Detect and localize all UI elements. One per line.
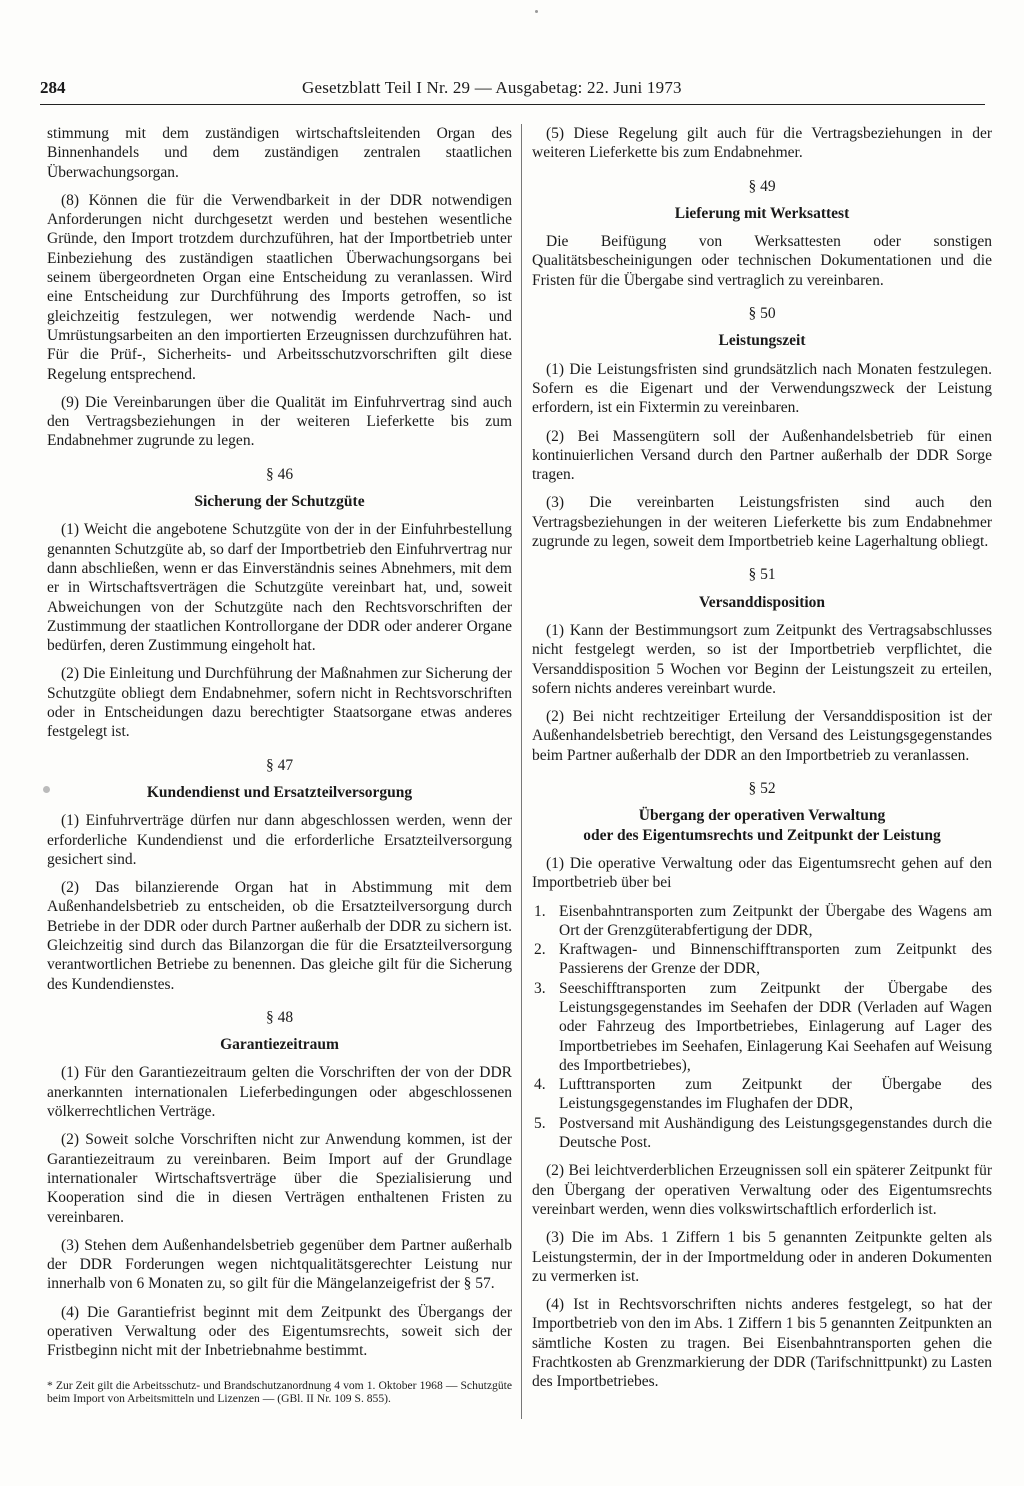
page-header [40, 78, 985, 105]
section-52-paragraph-1: (1) Die operative Verwaltung oder das Eigentumsrecht gehen auf den Importbetrieb über bei [532, 854, 992, 892]
section-48-number: § 48 [265, 1008, 294, 1026]
section-52-paragraph-2: (2) Bei leichtverderblichen Erzeugnissen soll ein späterer Zeitpunkt für den Übergang der operativen Verwaltung oder des Eigentumsrechts vereinbart werden, wenn dies volkswirtschaftlich erforderlich ist. [532, 1162, 992, 1218]
section-48-paragraph-1: (1) Für den Garantiezeitraum gelten die Vorschriften der von der DDR anerkannten internationalen Lieferbedingungen oder abgeschlossenen völkerrechtlichen Verträge. [47, 1064, 512, 1121]
section-52-title-line-1: Übergang der operativen Verwaltung [638, 807, 886, 825]
footnote: * Zur Zeit gilt die Arbeitsschutz- und Brandschutzanordnung 4 vom 1. Oktober 1968 — Schutzgüte beim Import von Arbeitsmitteln und Lizenzen — (GBl. II Nr. 109 S. 855). [47, 1378, 512, 1406]
list-item [532, 1075, 992, 1114]
section-52-paragraph-4: (4) Ist in Rechtsvorschriften nichts anderes festgelegt, so hat der Importbetrieb von den im Abs. 1 Ziffern 1 bis 5 genannten Zeitpunkten an sämtliche Kosten zu tragen. Bei Eisenbahntransporten gehen die Frachtkosten ab Grenzmarkierung der DDR (Tarifschnittpunkt) zu Lasten des Importbetriebes. [532, 1296, 992, 1391]
list-item-text: Seeschifftransporten zum Zeitpunkt der Übergabe des Leistungsgegenstandes im Seehafen der DDR (Verladen auf Wagen oder Fahrzeug des Importbetriebes, Einlagerung auf Lager des Importbetriebes im Seehafen, Einlagerung Kai Seehafen auf Weisung des Importbetriebes), [559, 979, 992, 1074]
section-46-title: Sicherung der Schutzgüte [194, 493, 365, 511]
section-48-paragraph-3: (3) Stehen dem Außenhandelsbetrieb gegenüber dem Partner außerhalb der DDR Forderungen wegen nichtqualitätsgerechter Leistung nur innerhalb von 6 Monaten zu, so gilt für die Mängelanzeigefrist der § 57. [47, 1236, 512, 1293]
list-item-number: 5. [534, 1114, 546, 1132]
list-item-text: Postversand mit Aushändigung des Leistungsgegenstandes durch die Deutsche Post. [559, 1114, 992, 1152]
paragraph-continued: stimmung mit dem zuständigen wirtschaftsleitenden Organ des Binnenhandels und dem zuständigen zentralen staatlichen Überwachungsorgan. [47, 125, 512, 181]
section-52-paragraph-3: (3) Die im Abs. 1 Ziffern 1 bis 5 genannten Zeitpunkte gelten als Leistungstermin, der in der Importmeldung oder in anderen Dokumenten zu vermerken ist. [532, 1229, 992, 1285]
list-item-text: Eisenbahntransporten zum Zeitpunkt der Übergabe des Wagens am Ort der Grenzgüterabfertigung der DDR, [559, 902, 992, 939]
section-52-title-line-2: oder des Eigentumsrechts und Zeitpunkt der Leistung [583, 826, 941, 844]
section-47-paragraph-2: (2) Das bilanzierende Organ hat in Abstimmung mit dem Außenhandelsbetrieb zu entscheiden, ob die Ersatzteilversorgung durch Betriebe in der DDR oder durch Partner außerhalb der DDR zu sichern ist. Gleichzeitig sind durch das Bilanzorgan die für die Ersatzteilversorgung verantwortlichen Betriebe zu benennen. Das gleiche gilt für die Sicherung des Kundendienstes. [47, 879, 512, 993]
list-item [532, 1114, 992, 1153]
section-51-paragraph-1: (1) Kann der Bestimmungsort zum Zeitpunkt des Vertragsabschlusses nicht festgelegt werden, so ist der Importbetrieb verpflichtet, die Versanddisposition 5 Wochen vor Beginn der Leistungszeit zu erteilen, sofern nichts anderes vereinbart wurde. [532, 621, 992, 697]
section-49-number: § 49 [748, 177, 776, 195]
section-49-paragraph: Die Beifügung von Werksattesten oder sonstigen Qualitätsbescheinigungen oder technischen Dokumentationen und die Fristen für die Übergabe sind vertraglich zu vereinbaren. [532, 233, 992, 289]
section-52-title [532, 806, 992, 845]
right-column [532, 124, 992, 1401]
section-50-paragraph-1: (1) Die Leistungsfristen sind grundsätzlich nach Monaten festzulegen. Sofern es die Eigenart und der Verwendungszweck der Leistung erfordern, ist ein Fixtermin zu vereinbaren. [532, 360, 992, 417]
section-50-paragraph-3: (3) Die vereinbarten Leistungsfristen sind auch den Vertragsbeziehungen in der weiteren Lieferkette bis zum Endabnehmer zugrunde zu legen, soweit dem Importbetrieb keine Lagerhaltung obliegt. [532, 494, 992, 551]
list-item-number: 3. [534, 979, 546, 997]
list-item-number: 4. [534, 1076, 546, 1094]
list-item-number: 1. [534, 902, 546, 920]
section-46-paragraph-1: (1) Weicht die angebotene Schutzgüte von der in der Einfuhrbestellung genannten Schutzgüte ab, so darf der Importbetrieb den Einfuhrvertrag nur dann abschließen, wenn er das Einverständnis seines Abnehmers, mit dem er in Wirtschaftsverträgen die Schutzgüte vereinbart hat, und, soweit Abweichungen von der Schutzgüte nach den Rechtsvorschriften der Zustimmung der staatlichen Kontrollorgane der DDR oder anderer Organe bedürfen, deren Zustimmung eingeholt hat. [47, 521, 512, 655]
column-divider [521, 124, 522, 1419]
section-46-paragraph-2: (2) Die Einleitung und Durchführung der Maßnahmen zur Sicherung der Schutzgüte obliegt dem Endabnehmer, sofern nicht in Rechtsvorschriften oder in Entscheidungen dazu berechtigter Staatsorgane etwas anderes festgelegt ist. [47, 665, 512, 741]
header-title: Gesetzblatt Teil I Nr. 29 — Ausgabetag: 22. Juni 1973 [302, 78, 682, 97]
list-item [532, 902, 992, 941]
section-51-paragraph-2: (2) Bei nicht rechtzeitiger Erteilung der Versanddisposition ist der Außenhandelsbetrieb berechtigt, den Versand des Leistungsgegenstandes beim Partner außerhalb der DDR an den Importbetrieb zu veranlassen. [532, 708, 992, 764]
section-51-number: § 51 [748, 566, 776, 584]
scan-speck [535, 10, 538, 13]
section-50-number: § 50 [748, 305, 776, 323]
list-item-text: Kraftwagen- und Binnenschifftransporten zum Zeitpunkt des Passierens der Grenze der DDR, [559, 941, 992, 978]
section-49-title: Lieferung mit Werksattest [674, 204, 850, 222]
transport-list [532, 902, 992, 1153]
section-47-title: Kundendienst und Ersatzteilversorgung [146, 783, 413, 801]
section-50-title: Leistungszeit [718, 332, 806, 350]
section-48-title: Garantiezeitraum [220, 1036, 339, 1054]
list-item-text: Lufttransporten zum Zeitpunkt der Übergabe des Leistungsgegenstandes im Flughafen der DDR, [559, 1076, 992, 1113]
paragraph-8: (8) Können die für die Verwendbarkeit in der DDR notwendigen Anforderungen nicht durchgesetzt werden und bestehen wesentliche Gründe, den Import trotzdem durchzuführen, hat der Importbetrieb unter Einbeziehung des zuständigen staatlichen Überwachungsorgans bei seinem übergeordneten Organ eine Entscheidung zu veranlassen. Wird eine Entscheidung zur Durchführung des Imports getroffen, so ist gleichzeitig festzulegen, wer notwendig werdende Nach- und Umrüstungsarbeiten an den importierten Erzeugnissen durchzuführen hat. Für die Prüf-, Sicherheits- und Arbeitsschutzvorschriften gilt diese Regelung entsprechend. [47, 191, 512, 383]
section-51-title: Versanddisposition [698, 593, 826, 611]
section-46-number: § 46 [265, 465, 294, 483]
left-column [47, 124, 512, 1415]
section-52-number: § 52 [748, 780, 776, 798]
section-48-paragraph-4: (4) Die Garantiefrist beginnt mit dem Zeitpunkt des Übergangs der operativen Verwaltung oder des Eigentumsrechts, soweit sich der Fristbeginn nicht mit der Inbetriebnahme bestimmt. [47, 1303, 512, 1360]
section-47-number: § 47 [265, 756, 294, 774]
list-item [532, 979, 992, 1075]
section-50-paragraph-2: (2) Bei Massengütern soll der Außenhandelsbetrieb für einen kontinuierlichen Versand durch den Partner außerhalb der DDR Sorge tragen. [532, 427, 992, 484]
list-item [532, 940, 992, 979]
section-48-paragraph-2: (2) Soweit solche Vorschriften nicht zur Anwendung kommen, ist der Garantiezeitraum zu vereinbaren. Beim Import auf der Grundlage internationaler Wirtschaftsverträge über die Spezialisierung und Kooperation sind die in diesen Verträgen enthaltenen Fristen zu vereinbaren. [47, 1131, 512, 1226]
paragraph-9: (9) Die Vereinbarungen über die Qualität im Einfuhrvertrag sind auch den Vertragsbeziehungen in der weiteren Lieferkette bis zum Endabnehmer zugrunde zu legen. [47, 393, 512, 450]
list-item-number: 2. [534, 941, 546, 959]
section-47-paragraph-1: (1) Einfuhrverträge dürfen nur dann abgeschlossen werden, wenn der erforderliche Kundendienst und die erforderliche Ersatzteilversorgung gesichert sind. [47, 812, 512, 868]
paragraph-5: (5) Diese Regelung gilt auch für die Vertragsbeziehungen in der weiteren Lieferkette bis zum Endabnehmer. [532, 125, 992, 162]
page-number: 284 [40, 78, 66, 97]
